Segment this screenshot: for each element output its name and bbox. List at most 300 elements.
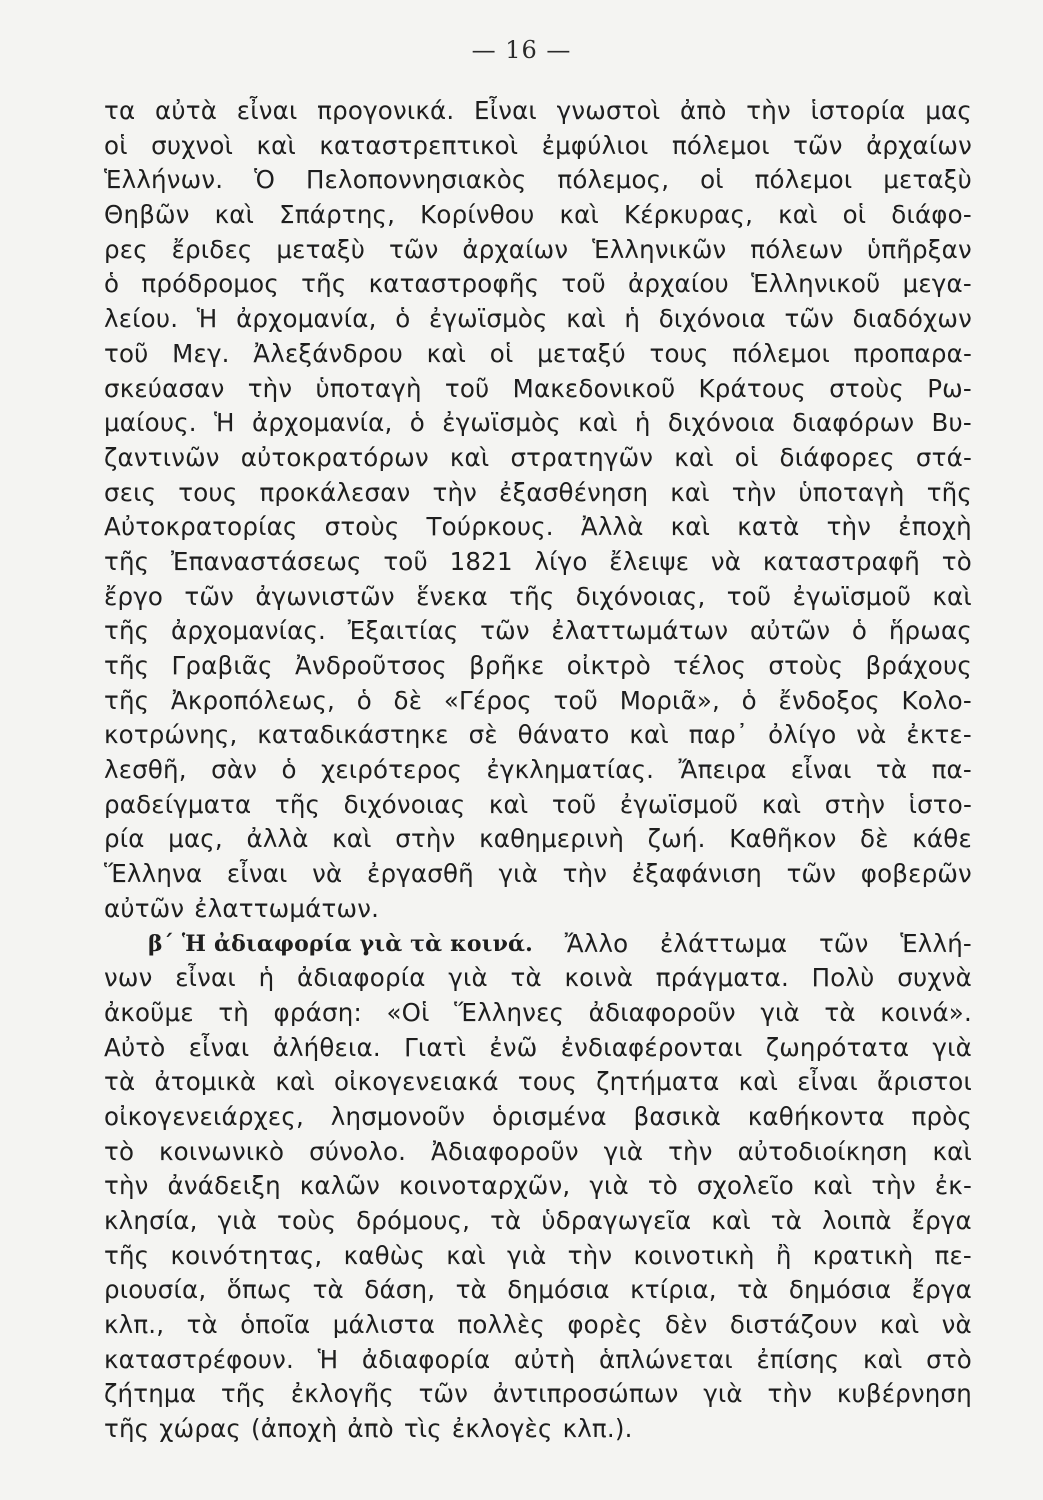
word: τοῦ [104, 338, 149, 368]
text-line [104, 961, 972, 996]
word: Ἡ [214, 408, 235, 438]
word: προγονικά. [317, 96, 455, 125]
text-line [104, 1204, 972, 1239]
word: τῆς [104, 546, 150, 576]
word: καὶ [449, 442, 490, 472]
word: Μακεδονικοῦ [512, 373, 676, 403]
section-heading: β΄ Ἡ ἀδιαφορία γιὰ τὰ κοινά. [148, 930, 534, 957]
word: ἀρχομανία, [251, 408, 393, 438]
word: καθὼς [343, 1240, 426, 1270]
word: γιὰ [217, 1206, 258, 1235]
word: ἁπλώνεται [599, 1344, 733, 1374]
word: ὁ [409, 408, 425, 438]
text-line [104, 1169, 972, 1204]
text-line [104, 476, 972, 511]
text-line [104, 267, 972, 302]
word: τέλος [673, 651, 747, 680]
word: Ἐπαναστάσεως [170, 546, 362, 576]
word: τὰ [737, 1275, 769, 1305]
word: Ἡ [196, 304, 218, 334]
word: πόλεμοι [754, 165, 853, 195]
word: ἐκτε- [906, 720, 972, 750]
word: καὶ [932, 1136, 972, 1166]
word: προπαρα- [853, 338, 972, 368]
word: κοτρώνης, [104, 720, 238, 750]
word: κλπ.). [562, 1414, 633, 1444]
word: ζωηρότατα [765, 1032, 910, 1062]
word: τὴν [746, 96, 791, 125]
word: πε- [934, 1240, 972, 1270]
word: κοινὰ [564, 963, 634, 993]
word: τους [517, 1067, 577, 1097]
word: τῶν [786, 859, 837, 889]
word: κτίρια, [630, 1275, 717, 1305]
word: τὰ [312, 1275, 344, 1305]
word: Πολὺ [811, 963, 875, 993]
word: Ἐξαιτίας [347, 616, 459, 646]
word: κοινωνικὸ [159, 1136, 285, 1166]
word: αὐτῶν [104, 893, 185, 923]
word: δὲ [393, 685, 423, 715]
word: συχνὰ [897, 963, 972, 993]
word: στὴν [824, 789, 886, 819]
word: ζωή. [647, 824, 706, 854]
word: καταστρεπτικοὶ [319, 130, 519, 160]
word: ἐκ- [934, 1171, 972, 1201]
word: τὴν [562, 859, 608, 889]
word: ὅπως [226, 1275, 293, 1305]
word: Ἑλλή- [900, 928, 972, 958]
word: δημόσια [507, 1275, 610, 1305]
word: καὶ [670, 512, 711, 542]
word: στὸ [926, 1344, 972, 1374]
word: ὁρισμένα [492, 1101, 607, 1131]
word: Ἀδιαφοροῦν [431, 1136, 579, 1166]
word: ραδείγματα [104, 789, 252, 819]
word: τοῦ [383, 546, 428, 576]
word: ἔνδοξος [778, 685, 880, 715]
word: εἶναι [236, 96, 298, 125]
word: Μεγ. [172, 338, 230, 368]
word: χειρότερος [320, 755, 463, 785]
word: ἀρχαίων [866, 130, 972, 160]
word: πα- [931, 755, 972, 785]
text-line [104, 545, 972, 580]
word: ἀπὸ [347, 1414, 394, 1444]
word: εἶναι [175, 963, 236, 993]
word: ριουσία, [104, 1275, 207, 1305]
word: καθημερινὴ [479, 824, 625, 854]
word: τῆς [220, 1379, 267, 1409]
word: 1821 [449, 546, 513, 576]
word: καὶ [879, 1310, 920, 1340]
word: Σπάρτης, [279, 200, 396, 230]
word: ὁ [395, 304, 411, 334]
word: δὲ [860, 824, 889, 854]
word: ἐλαττωμάτων. [194, 893, 380, 923]
word: (ἀποχὴ [251, 1414, 338, 1444]
word: στοὺς [829, 373, 905, 403]
word: θάνατο [517, 720, 610, 750]
text-line [104, 1100, 972, 1135]
word: λεσθῆ, [104, 755, 187, 785]
word: καταστραφῆ [762, 546, 921, 576]
text-line [104, 337, 972, 372]
word: πόλεμοι [671, 130, 770, 160]
word: κοινά». [880, 997, 972, 1027]
word: Ρω- [927, 373, 972, 403]
word: ἀδιαφορία [297, 963, 426, 993]
page-number: — 16 — [471, 36, 572, 64]
word: κοινότητας, [170, 1240, 323, 1270]
word: Ἑλληνικοῦ [751, 269, 881, 299]
word: διαδόχων [852, 304, 972, 334]
word: ἡ [258, 963, 275, 993]
word: ζήτημα [104, 1379, 197, 1409]
word: καὶ [711, 1206, 751, 1235]
word: ἀντιπροσώπων [492, 1379, 679, 1409]
word: ἐξαφάνιση [631, 859, 762, 889]
word: Μοριᾶ», [619, 685, 721, 715]
text-line [104, 1065, 972, 1100]
word: διαφόρων [792, 408, 915, 438]
word: γιὰ [589, 1171, 629, 1201]
word: γιὰ [603, 1136, 644, 1166]
word: διάφορες [779, 442, 895, 472]
word: οἰκογενειάρχες, [104, 1101, 304, 1131]
word: τους [649, 338, 709, 368]
text-line [104, 1135, 972, 1170]
text-line [104, 302, 972, 337]
word: τῶν [784, 304, 834, 334]
word: ἀδιαφορία [361, 1344, 491, 1374]
word: ἐλάττωμα [660, 928, 788, 958]
word: ὁ [356, 685, 372, 715]
word: τὴν [668, 1136, 713, 1166]
word: διάφο- [891, 200, 972, 230]
word: ἀρχομανίας. [170, 616, 327, 646]
word: τῆς [104, 616, 150, 646]
word: κρατικὴ [812, 1240, 914, 1270]
word: ἡ [634, 408, 651, 438]
word: κλπ., [104, 1310, 165, 1340]
word: δρόμους, [356, 1206, 471, 1235]
word: γιὰ [703, 1379, 743, 1409]
word: αὐτοκρατόρων [240, 442, 429, 472]
word: πράγματα. [655, 963, 789, 993]
word: Κέρκυρας, [623, 200, 754, 230]
word: φορὲς [567, 1310, 643, 1340]
word: διχόνοιας, [575, 581, 706, 611]
word: προκάλεσαν [259, 477, 411, 507]
word: βράχους [865, 651, 972, 680]
text-line [104, 788, 972, 823]
word: Γιατὶ [404, 1032, 467, 1062]
word: καὶ [812, 1171, 853, 1201]
text-line [104, 718, 972, 753]
word: γνωστοὶ [556, 96, 661, 125]
text-line [104, 1308, 972, 1343]
word: λίγο [534, 546, 588, 576]
word: τὴν [826, 512, 872, 542]
word: Ἄλλο [564, 928, 629, 958]
word: δὲν [664, 1310, 708, 1340]
word: Ἕλληνα [104, 859, 203, 889]
word: τῆς [509, 581, 555, 611]
word: τὸ [941, 546, 972, 576]
word: τοῦ [726, 581, 772, 611]
word: ὑπῆρξαν [867, 234, 972, 264]
word: καὶ [256, 130, 297, 160]
word: τὰ [824, 997, 856, 1027]
word: στοὺς [324, 512, 400, 542]
word: ἔλειψε [609, 546, 690, 576]
text-line [104, 1377, 972, 1412]
word: ζαντινῶν [104, 442, 220, 472]
word: ἐργασθῆ [367, 859, 474, 889]
word: κοινοταρχῶν, [399, 1171, 571, 1201]
word: ἐνῶ [489, 1032, 538, 1062]
word: τοὺς [277, 1206, 337, 1235]
word: τὴν [871, 1171, 916, 1201]
word: καὶ [778, 200, 818, 230]
word: ἀνάδειξη [167, 1171, 281, 1201]
word: τοῦ [551, 789, 597, 819]
word: στρατηγῶν [510, 442, 654, 472]
word: καὶ [670, 477, 710, 507]
word: καταδικάστηκε [257, 720, 449, 750]
word: ὁ [104, 269, 120, 299]
word: ζητήματα [596, 1067, 720, 1097]
word: τῶν [480, 616, 530, 646]
text-line [104, 927, 972, 962]
word: τῆς [104, 1240, 150, 1270]
word: σκεύασαν [104, 373, 225, 403]
word: Καθῆκον [729, 824, 837, 854]
word: Γραβιᾶς [171, 651, 273, 680]
word: μας [925, 96, 972, 125]
word: νὰ [941, 1310, 972, 1340]
word: καὶ [738, 1067, 779, 1097]
word: ὁ [741, 685, 757, 715]
word: καὶ [446, 1240, 486, 1270]
word: κοινοτικὴ [633, 1240, 755, 1270]
word: ἥρωας [888, 616, 972, 646]
word: Κορίνθου [420, 200, 535, 230]
word: σχολεῖο [696, 1171, 794, 1201]
word: ἀδιαφοροῦν [588, 997, 736, 1027]
word: ἕνεκα [416, 581, 488, 611]
word: τὴν [104, 1171, 149, 1201]
word: λείου. [104, 304, 179, 334]
word: τὰ [510, 963, 542, 993]
word: ἐξασθένηση [499, 477, 649, 507]
word: στά- [915, 442, 972, 472]
word: Θηβῶν [104, 200, 190, 230]
word: ἢ [775, 1240, 792, 1270]
word: ἀτομικὰ [154, 1067, 257, 1097]
text-line [104, 94, 972, 129]
word: κυβέρνηση [836, 1379, 972, 1409]
word: καὶ [761, 789, 802, 819]
word: μεταξύ [537, 338, 626, 368]
word: στοὺς [768, 651, 844, 680]
text-line [104, 372, 972, 407]
word: λοιπὰ [822, 1206, 892, 1235]
word: ὁ [851, 616, 868, 646]
word: αὐτὰ [155, 96, 218, 125]
word: ἐγωϊσμὸς [429, 304, 548, 334]
body-text [104, 94, 972, 1447]
word: ὑποταγὴ [315, 373, 422, 403]
word: ἄριστοι [877, 1067, 972, 1097]
word: διστάζουν [729, 1310, 858, 1340]
word: πόλεων [750, 234, 844, 264]
text-line [104, 822, 972, 857]
word: ἀρχομανία, [236, 304, 377, 334]
word: μάλιστα [332, 1310, 436, 1340]
text-line [104, 441, 972, 476]
word: ἱστο- [908, 789, 972, 819]
word: τους [178, 477, 238, 507]
word: ὀλίγο [768, 720, 837, 750]
word: οἱ [489, 338, 514, 368]
word: πρόδρομος [141, 269, 279, 299]
word: ὑποταγὴ [798, 477, 905, 507]
word: Ἀκροπόλεως, [170, 685, 336, 715]
word: Πελοποννησιακὸς [305, 165, 527, 195]
word: ἐγωϊσμὸς [442, 408, 561, 438]
word: ἐποχὴ [898, 512, 972, 542]
word: τῶν [418, 1379, 469, 1409]
word: ἀκοῦμε [104, 997, 194, 1027]
word: ὁ [281, 755, 297, 785]
word: ἐλαττωμάτων [551, 616, 729, 646]
word: βρῆκε [469, 651, 545, 680]
word: καὶ [332, 824, 372, 854]
word: ἀπὸ [680, 96, 727, 125]
word: ἐμφύλιοι [541, 130, 649, 160]
word: καὶ [629, 720, 669, 750]
word: καταστρέφουν. [104, 1344, 294, 1374]
text-line [104, 580, 972, 615]
word: παρ᾿ [688, 720, 749, 750]
word: μεγα- [902, 269, 972, 299]
text-line [104, 1239, 972, 1274]
word: εἶναι [797, 1067, 858, 1097]
word: καθήκοντα [747, 1101, 885, 1131]
word: Ἑλληνικῶν [592, 234, 727, 264]
text-line [104, 1273, 972, 1308]
word: γιὰ [506, 1240, 547, 1270]
word: τὸ [104, 1136, 135, 1166]
text-line [104, 198, 972, 233]
word: οἱ [734, 442, 759, 472]
word: ἀλλὰ [246, 824, 309, 854]
word: ἔργα [911, 1275, 972, 1305]
word: ἱστορία [810, 96, 906, 125]
word: γιὰ [932, 1032, 972, 1062]
word: Αὐτοκρατορίας [104, 512, 298, 542]
word: πόλεμοι [732, 338, 831, 368]
word: νὰ [856, 720, 887, 750]
word: Ἀνδροῦτσος [295, 651, 447, 680]
word: καὶ [932, 581, 972, 611]
word: Κράτους [698, 373, 806, 403]
word: καὶ [578, 408, 618, 438]
word: δημόσια [788, 1275, 892, 1305]
word: οἱ [842, 200, 867, 230]
word: «Γέρος [443, 685, 532, 715]
word: εἶναι [226, 859, 288, 889]
word: φοβερῶν [860, 859, 972, 889]
word: τῆς [104, 1414, 150, 1444]
word: ἔριδες [171, 234, 253, 264]
word: Ἕλληνες [454, 997, 565, 1027]
word: τῶν [184, 581, 234, 611]
word: Ἀλλὰ [580, 512, 644, 542]
word: διχόνοιας [343, 789, 466, 819]
word: τὴν [247, 373, 293, 403]
text-line [104, 649, 972, 684]
word: ἔργα [911, 1206, 972, 1235]
word: τῆς [104, 685, 150, 715]
word: τῆς [926, 477, 972, 507]
word: τα [104, 96, 136, 125]
word: τὴν [767, 1379, 813, 1409]
word: ἐκλογῆς [290, 1379, 394, 1409]
word: ρία [104, 824, 145, 854]
text-line [104, 233, 972, 268]
word: Ἀλεξάνδρου [253, 338, 403, 368]
text-line [104, 510, 972, 545]
text-line [104, 753, 972, 788]
word: σὰν [211, 755, 258, 785]
word: οἰκτρὸ [566, 651, 651, 680]
word: νὰ [312, 859, 343, 889]
word: Ἑλλήνων. [104, 165, 224, 195]
word: στὴν [395, 824, 456, 854]
word: Ἡ [317, 1344, 339, 1374]
word: τὸ [647, 1171, 678, 1201]
word: διχόνοια [667, 408, 775, 438]
word: τὰ [875, 755, 908, 785]
word: τὴ [218, 997, 250, 1027]
word: τὶς [403, 1414, 442, 1444]
word: νων [104, 963, 153, 993]
text-line [104, 163, 972, 198]
word: τὴν [567, 1240, 613, 1270]
word: ἔργο [104, 581, 164, 611]
word: φράση: [273, 997, 362, 1027]
word: ἐγωϊσμοῦ [619, 789, 739, 819]
word: ὁποῖα [240, 1310, 311, 1340]
word: οἰκογενειακά [333, 1067, 499, 1097]
word: λησμονοῦν [330, 1101, 466, 1131]
word: αὐτῶν [749, 616, 831, 646]
word: καὶ [275, 1067, 315, 1097]
word: καὶ [488, 789, 529, 819]
word: ἐγωϊσμοῦ [792, 581, 912, 611]
word: καὶ [674, 442, 714, 472]
text-line [104, 857, 972, 892]
word: μαίους. [104, 408, 197, 438]
word: αὐτοδιοίκηση [737, 1136, 908, 1166]
word: τὴν [731, 477, 777, 507]
word: ὑδραγωγεῖα [541, 1206, 692, 1235]
word: πόλεμος, [557, 165, 670, 195]
word: ἀρχαίων [462, 234, 569, 264]
